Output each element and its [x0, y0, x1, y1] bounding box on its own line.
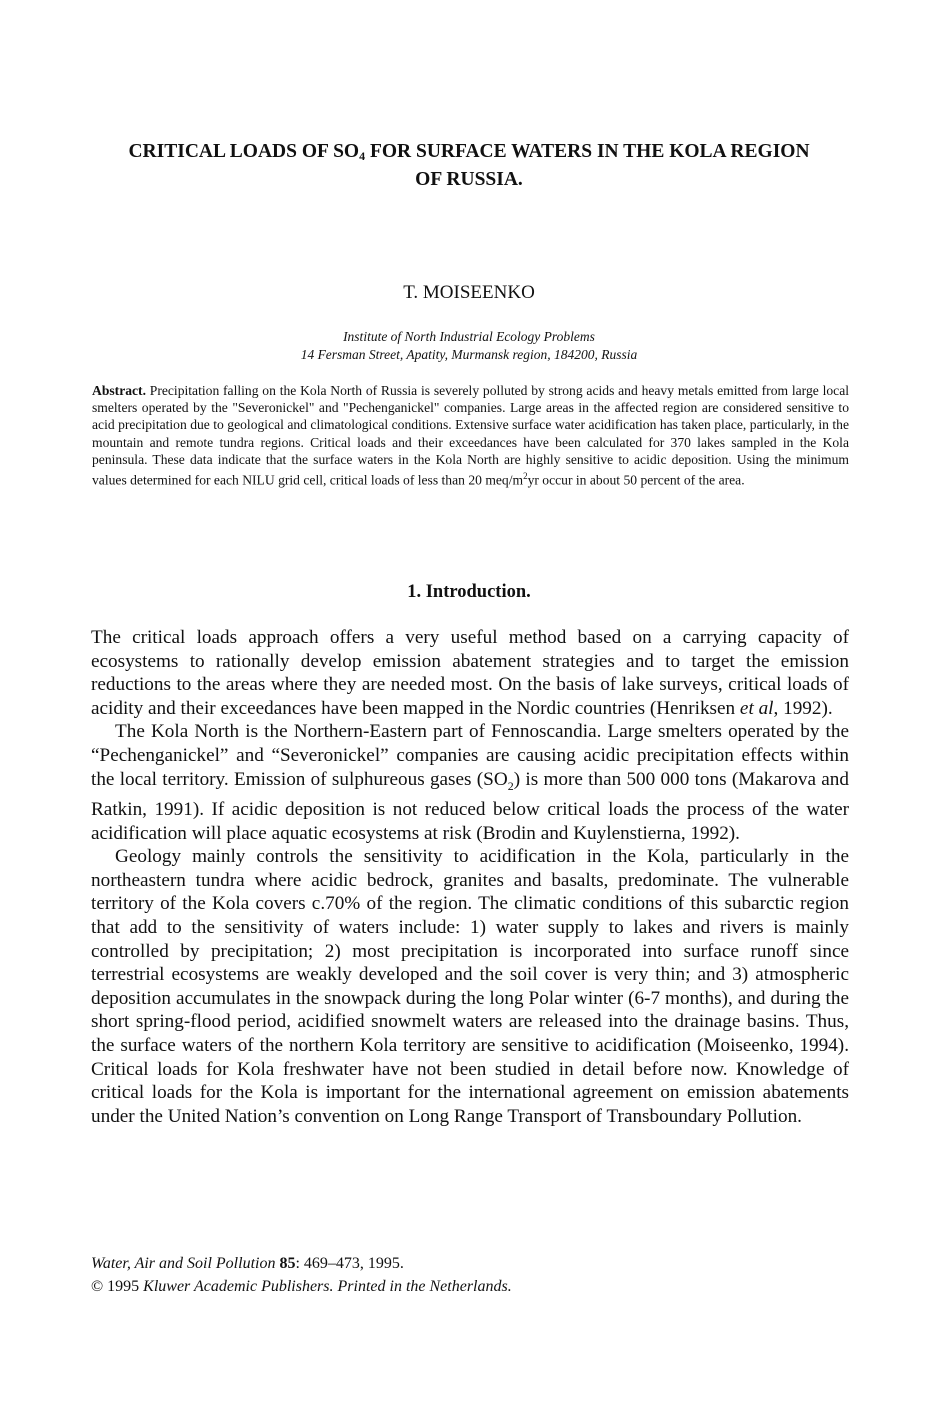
title-subscript: 4	[359, 149, 366, 163]
abstract-label: Abstract.	[92, 383, 146, 398]
journal-footer	[91, 1252, 851, 1298]
paper-title	[60, 140, 878, 192]
title-line-2: OF RUSSIA.	[415, 169, 523, 190]
body-text	[91, 626, 849, 1128]
affiliation-address: 14 Fersman Street, Apatity, Murmansk region, 184200, Russia	[300, 347, 638, 362]
paragraph-3: Geology mainly controls the sensitivity to acidification in the Kola, particularly in the northeastern tundra where acidic bedrock, granites and basalts, predominate. The vulnerable territory of the Kola covers c.70% of the region. The climatic conditions of this subarctic region that add to the sensitivity of waters include: 1) water supply to lakes and rivers is mainly controlled by precipitation; 2) most precipitation is incorporated into surface runoff since terrestrial ecosystems are weakly developed and the soil cover is very thin; and 3) atmospheric deposition accumulates in the snowpack during the long Polar winter (6-7 months), and during the short spring-flood period, acidified snowmelt waters are released into the drainage basins. Thus, the surface waters of the northern Kola territory are sensitive to acidification (Moiseenko, 1994). Critical loads for Kola freshwater have not been studied in detail before now. Knowledge of critical loads for the Kola is important for the international agreement on emission abatements under the United Nation’s convention on Long Range Transport of Transboundary Pollution.	[91, 846, 849, 1127]
abstract-superscript: 2	[523, 471, 528, 482]
affiliation	[0, 328, 938, 364]
abstract-text-end: yr occur in about 50 percent of the area.	[527, 472, 745, 488]
title-line-1: CRITICAL LOADS OF $SO_4$ FOR SURFACE WATERS IN THE KOLA REGION	[128, 141, 810, 163]
paragraph-2: The Kola North is the Northern-Eastern part of Fennoscandia. Large smelters operated by the “Pechenganickel” and “Severonickel” companies are causing acidic precipitation effects within the local territory. Emission of sulphureous gases $(SO_2)$ is more than 500 000 tons (Makarova and Ratkin, 1991). If acidic deposition is not reduced below critical loads the process of the water acidification will place aquatic ecosystems at risk (Brodin and Kuylenstierna, 1992).	[91, 721, 849, 844]
affiliation-institute: Institute of North Industrial Ecology Problems	[343, 329, 595, 344]
abstract	[92, 382, 849, 489]
paragraph-1: The critical loads approach offers a very useful method based on a carrying capacity of ecosystems to rationally develop emission abatement strategies and to target the emission reductions to the areas where they are needed most. On the basis of lake surveys, critical loads of acidity and their exceedances have been mapped in the Nordic countries (Henriksen et al, 1992).	[91, 627, 849, 719]
author-name: T. MOISEENKO	[403, 282, 535, 303]
copyright-line: © 1995 Kluwer Academic Publishers. Printed in the Netherlands.	[91, 1278, 512, 1295]
abstract-text: Precipitation falling on the Kola North of Russia is severely polluted by strong acids and heavy metals emitted from large local smelters operated by the "Severonickel" and "Pechenganickel" companies. Large areas in the affected region are considered sensitive to acid precipitation due to geological and climatological conditions. Extensive surface water acidification has taken place, particularly, in the mountain and remote tundra regions. Critical loads and their exceedances have been calculated for 370 lakes sampled in the Kola peninsula. These data indicate that the surface waters in the Kola North are highly sensitive to acidic deposition. Using the minimum values determined for each NILU grid cell, critical loads of less than 20 meq/m	[92, 383, 849, 488]
section-heading: 1. Introduction.	[407, 582, 531, 602]
citation-line: Water, Air and Soil Pollution 85: 469–473, 1995.	[91, 1255, 404, 1272]
